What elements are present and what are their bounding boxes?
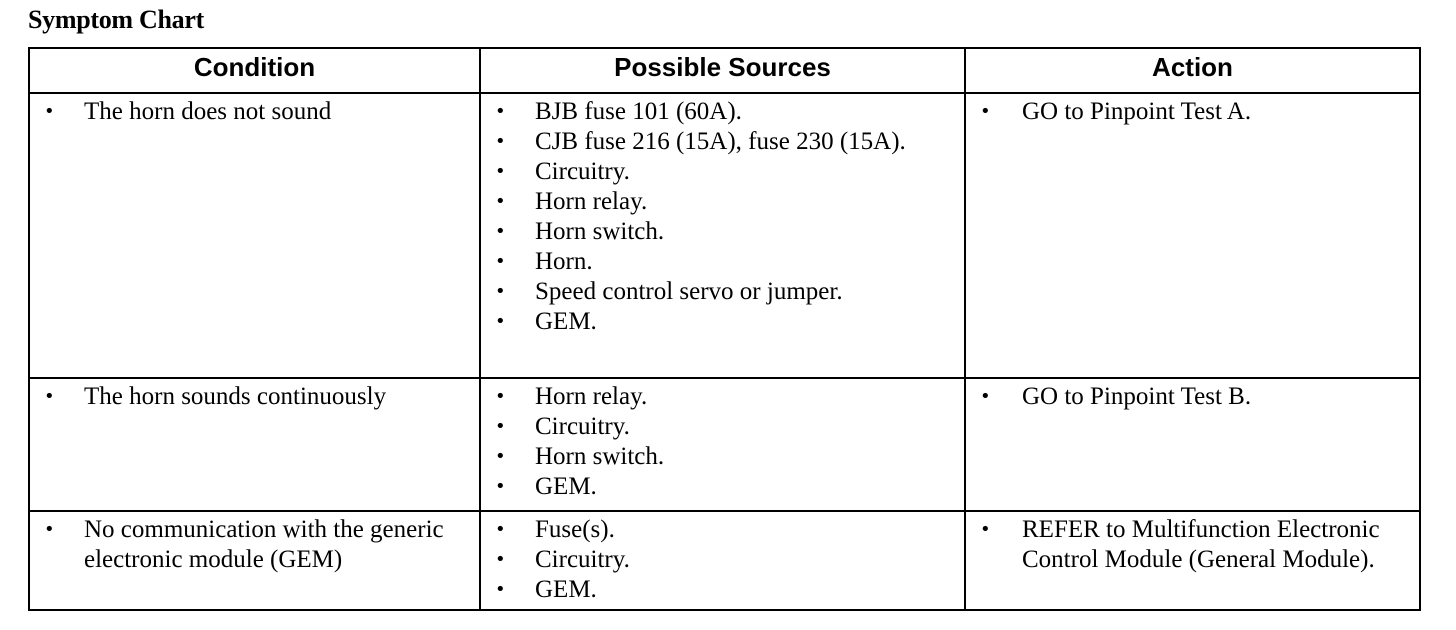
table-row (29, 93, 1420, 378)
source-text: Horn relay. (535, 383, 648, 410)
sources-cell (480, 93, 965, 378)
list-item (493, 575, 956, 605)
source-text: Circuitry. (535, 158, 630, 185)
source-text: BJB fuse 101 (60A). (535, 98, 742, 125)
list-item (42, 515, 471, 575)
source-text: Horn. (535, 248, 593, 275)
bullet-icon: • (980, 386, 991, 407)
bullet-icon: • (980, 101, 991, 122)
condition-text: The horn does not sound (84, 98, 332, 125)
symptom-table (28, 47, 1421, 611)
bullet-icon: • (495, 476, 506, 497)
source-text: GEM. (535, 308, 597, 335)
bullet-icon: • (495, 549, 506, 570)
list-item (493, 472, 956, 502)
bullet-icon: • (495, 191, 506, 212)
condition-text: No communication with the generic electronic module (GEM) (84, 516, 444, 573)
bullet-icon: • (495, 281, 506, 302)
list-item (493, 515, 956, 545)
list-item (42, 97, 471, 127)
list-item (978, 515, 1411, 575)
header-possible-sources: Possible Sources (480, 48, 965, 93)
source-text: Horn switch. (535, 443, 665, 470)
table-header-row (29, 48, 1420, 93)
source-text: Horn switch. (535, 218, 665, 245)
list-item (493, 277, 956, 307)
list-item (493, 97, 956, 127)
list-item (978, 97, 1411, 127)
source-text: GEM. (535, 473, 597, 500)
source-text: Horn relay. (535, 188, 648, 215)
condition-cell (29, 378, 480, 511)
bullet-icon: • (495, 221, 506, 242)
table-row (29, 378, 1420, 511)
source-text: Fuse(s). (535, 516, 615, 543)
bullet-icon: • (980, 519, 991, 540)
list-item (493, 307, 956, 337)
action-cell (965, 378, 1420, 511)
action-text: GO to Pinpoint Test A. (1022, 98, 1252, 125)
condition-text: The horn sounds continuously (84, 383, 387, 410)
bullet-icon: • (495, 131, 506, 152)
list-item (493, 442, 956, 472)
action-text: GO to Pinpoint Test B. (1022, 383, 1252, 410)
bullet-icon: • (495, 579, 506, 600)
list-item (978, 382, 1411, 412)
bullet-icon: • (495, 386, 506, 407)
page-title: Symptom Chart (28, 5, 204, 34)
bullet-icon: • (495, 101, 506, 122)
source-text: Speed control servo or jumper. (535, 278, 843, 305)
table-row (29, 511, 1420, 610)
bullet-icon: • (44, 386, 55, 407)
list-item (493, 127, 956, 157)
list-item (493, 382, 956, 412)
bullet-icon: • (44, 519, 55, 540)
list-item (493, 187, 956, 217)
action-text: REFER to Multifunction Electronic Control Module (General Module). (1022, 516, 1380, 573)
source-text: Circuitry. (535, 413, 630, 440)
list-item (493, 217, 956, 247)
action-cell (965, 93, 1420, 378)
list-item (493, 157, 956, 187)
source-text: CJB fuse 216 (15A), fuse 230 (15A). (535, 128, 906, 155)
list-item (493, 545, 956, 575)
bullet-icon: • (495, 311, 506, 332)
condition-cell (29, 511, 480, 610)
list-item (42, 382, 471, 412)
sources-cell (480, 511, 965, 610)
source-text: GEM. (535, 576, 597, 603)
condition-cell (29, 93, 480, 378)
list-item (493, 247, 956, 277)
bullet-icon: • (495, 416, 506, 437)
source-text: Circuitry. (535, 546, 630, 573)
action-cell (965, 511, 1420, 610)
header-condition: Condition (29, 48, 480, 93)
header-action: Action (965, 48, 1420, 93)
list-item (493, 412, 956, 442)
bullet-icon: • (495, 446, 506, 467)
sources-cell (480, 378, 965, 511)
bullet-icon: • (495, 251, 506, 272)
bullet-icon: • (44, 101, 55, 122)
bullet-icon: • (495, 519, 506, 540)
bullet-icon: • (495, 161, 506, 182)
